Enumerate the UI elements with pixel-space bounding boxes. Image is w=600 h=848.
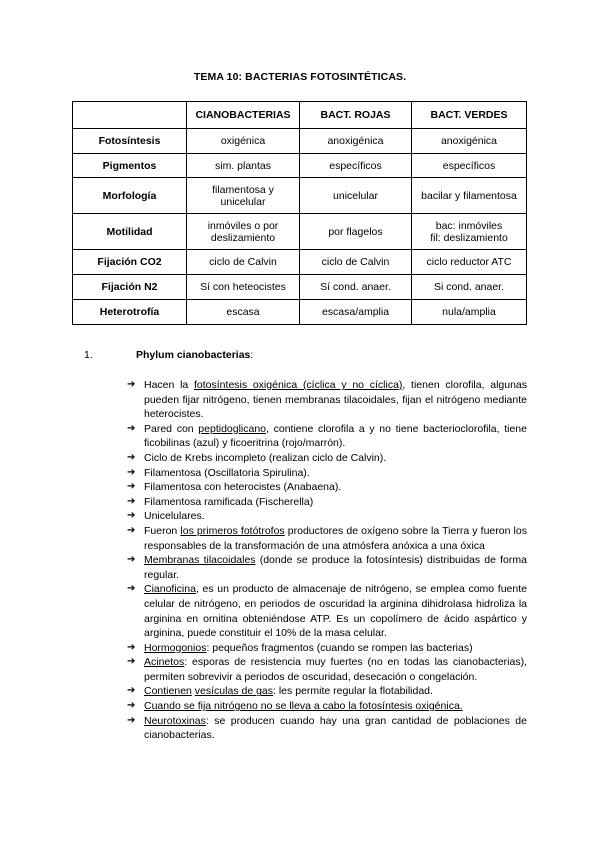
list-item (124, 582, 527, 640)
bullet-underlined: los primeros fotótrofos (180, 524, 285, 537)
row-label: Fijación CO2 (73, 250, 187, 275)
arrow-icon: ➔ (127, 700, 136, 712)
table-cell: bacilar y filamentosa (412, 178, 527, 214)
arrow-icon: ➔ (127, 379, 136, 390)
table-cell: bac: inmóviles fil: deslizamiento (412, 214, 527, 250)
table-cell: por flagelos (300, 214, 412, 250)
table-cell: sim. plantas (187, 154, 300, 178)
list-item (124, 466, 527, 481)
arrow-icon: ➔ (127, 656, 136, 668)
table-row (73, 129, 527, 154)
table-row (73, 275, 527, 300)
section-colon: : (250, 349, 254, 361)
arrow-icon: ➔ (127, 583, 136, 595)
bullet-underlined: peptidoglicano (198, 422, 267, 435)
list-item (124, 480, 527, 495)
arrow-icon: ➔ (127, 685, 136, 697)
bullet-text: : esporas de resistencia muy fuertes (no en todas las cianobacterias), permiten sobrevivir a periodos de oscuridad, desecación o congelación. (144, 656, 527, 683)
table-cell: Si cond. anaer. (412, 275, 527, 300)
arrow-icon: ➔ (127, 422, 136, 434)
arrow-icon: ➔ (127, 481, 136, 493)
table-row (73, 250, 527, 275)
section-heading (84, 349, 253, 361)
list-item (124, 699, 527, 714)
arrow-icon: ➔ (127, 641, 136, 653)
bullet-underlined: Neurotoxinas (144, 714, 206, 727)
arrow-icon: ➔ (127, 451, 136, 463)
list-item (124, 422, 527, 451)
bullet-underlined: Acinetos (144, 656, 185, 669)
bullet-underlined: Cuando se fija nitrógeno no se lleva a cabo la fotosíntesis oxigénica. (144, 700, 463, 713)
section-title: Phylum cianobacterias (136, 349, 251, 361)
list-item (124, 509, 527, 524)
arrow-icon: ➔ (127, 466, 136, 478)
list-item (124, 641, 527, 656)
table-cell: escasa/amplia (300, 300, 412, 325)
bullet-text: Ciclo de Krebs incompleto (realizan ciclo de Calvin). (144, 451, 387, 464)
table-cell: nula/amplia (412, 300, 527, 325)
row-label: Heterotrofía (73, 300, 187, 325)
bullet-underlined: vesículas de gas (194, 685, 274, 698)
arrow-icon: ➔ (127, 495, 136, 507)
bullet-text: : pequeños fragmentos (cuando se rompen las bacterias) (206, 641, 473, 654)
comparison-table (72, 101, 527, 325)
arrow-icon: ➔ (127, 524, 136, 536)
list-item (124, 655, 527, 684)
table-cell: inmóviles o por deslizamiento (187, 214, 300, 250)
row-label: Fijación N2 (73, 275, 187, 300)
table-cell: escasa (187, 300, 300, 325)
list-item (124, 714, 527, 743)
document-title: TEMA 10: BACTERIAS FOTOSINTÉTICAS. (193, 71, 407, 83)
bullet-text: (donde se produce la fotosíntesis) distribuidas de forma regular. (144, 554, 527, 581)
row-label: Motilidad (73, 214, 187, 250)
bullet-text: productores de oxígeno sobre la Tierra y fueron los responsables de la transformación de una atmósfera anóxica a una óxica (144, 524, 527, 552)
arrow-icon: ➔ (127, 714, 136, 726)
table-cell: anoxigénica (300, 129, 412, 154)
bullet-text: Pared con (144, 422, 199, 435)
bullet-text: : les permite regular la flotabilidad. (273, 685, 433, 698)
bullet-underlined: Hormogonios (144, 641, 207, 654)
table-cell: específicos (300, 154, 412, 178)
arrow-icon: ➔ (127, 510, 136, 522)
table-row (73, 300, 527, 325)
table-header-row (73, 102, 527, 129)
bullet-text: , es un producto de almacenaje de nitrógeno, se emplea como fuente celular de nitrógeno, en periodos de oscuridad la arginina dihidrolasa hidroliza la arginina en ornitina obteniéndose ATP. Es un copolímero de ácido aspártico y arginina, puede constituir el 10% de la masa celular. (144, 583, 527, 640)
bullet-text: Hacen la (144, 379, 194, 391)
bullet-text: Fueron (144, 524, 181, 537)
table-cell: anoxigénica (412, 129, 527, 154)
row-label: Fotosíntesis (73, 129, 187, 154)
bullet-text: Filamentosa (Oscillatoria Spirulina). (144, 466, 310, 479)
table-cell: Sí con heteocistes (187, 275, 300, 300)
section-number: 1. (84, 349, 93, 361)
table-cell: unicelular (300, 178, 412, 214)
table-header-empty (73, 102, 187, 129)
table-header-bact-verdes: BACT. VERDES (412, 102, 527, 129)
list-item (124, 378, 527, 422)
bullet-underlined: Membranas tilacoidales (144, 554, 256, 567)
table-cell: específicos (412, 154, 527, 178)
table-cell: Sí cond. anaer. (300, 275, 412, 300)
bullet-text: Unicelulares. (144, 510, 205, 523)
list-item (124, 524, 527, 553)
bullet-list (124, 378, 527, 743)
list-item (124, 451, 527, 466)
row-label: Pigmentos (73, 154, 187, 178)
table-header-cianobacterias: CIANOBACTERIAS (187, 102, 300, 129)
bullet-underlined: fotosíntesis oxigénica (cíclica y no cíclica) (194, 379, 403, 391)
list-item (124, 553, 527, 582)
bullet-text: Filamentosa ramificada (Fischerella) (144, 495, 314, 508)
table-cell: oxigénica (187, 129, 300, 154)
bullet-text: : se producen cuando hay una gran cantidad de poblaciones de cianobacterias. (144, 714, 527, 742)
list-item (124, 495, 527, 510)
table-cell: ciclo de Calvin (187, 250, 300, 275)
arrow-icon: ➔ (127, 554, 136, 566)
bullet-text: , contiene clorofila a y no tiene bacterioclorofila, tiene ficobilinas (azul) y ficoeritrina (rojo/marrón). (144, 422, 527, 450)
table-row (73, 178, 527, 214)
bullet-text: , tienen clorofila, algunas pueden fijar nitrógeno, tienen membranas tilacoidales, fijan el nitrógeno mediante heterocistes. (144, 379, 528, 421)
table-cell: ciclo de Calvin (300, 250, 412, 275)
table-cell: filamentosa y unicelular (187, 178, 300, 214)
table-header-bact-rojas: BACT. ROJAS (300, 102, 412, 129)
bullet-underlined: Contienen (144, 685, 192, 698)
table-row (73, 214, 527, 250)
list-item (124, 684, 527, 699)
bullet-underlined: Cianoficina (144, 583, 196, 596)
bullet-text: Filamentosa con heterocistes (Anabaena). (144, 481, 342, 494)
table-row (73, 154, 527, 178)
row-label: Morfología (73, 178, 187, 214)
table-cell: ciclo reductor ATC (412, 250, 527, 275)
